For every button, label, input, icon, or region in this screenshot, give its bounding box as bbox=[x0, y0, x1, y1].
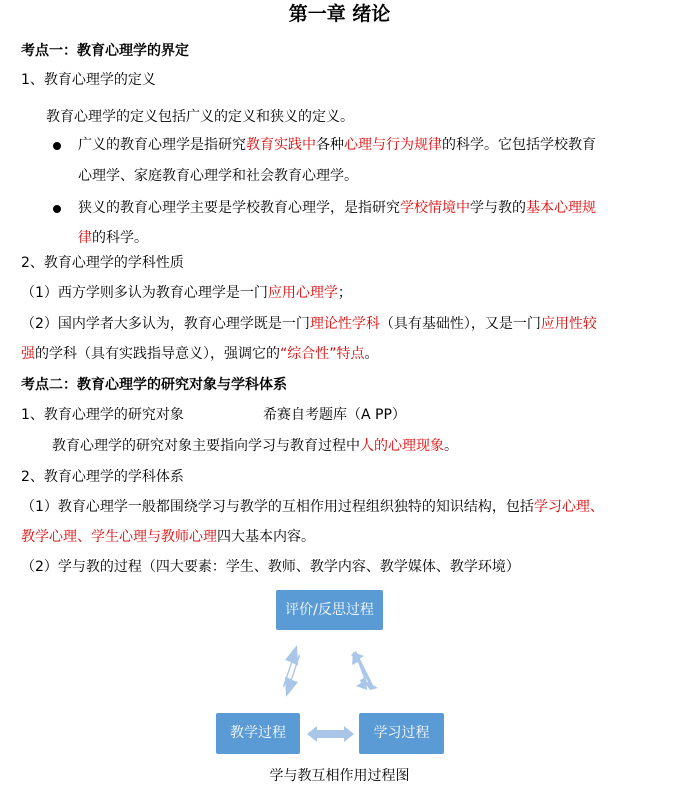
highlight-span: 强 bbox=[21, 346, 35, 362]
point2-s2-title: 2、教育心理学的学科体系 bbox=[21, 469, 184, 485]
text-span: （1）教育心理学一般都围绕学习与教学的互相作用过程组织独特的知识结构，包括 bbox=[21, 499, 534, 515]
highlight-span: 教育实践中 bbox=[246, 137, 316, 153]
point1-s1-intro: 教育心理学的定义包括广义的定义和狭义的定义。 bbox=[46, 109, 354, 125]
highlight-span: 心理与行为规律 bbox=[344, 137, 442, 153]
highlight-span: 学校情境中 bbox=[400, 200, 470, 216]
bullet1-line2: 心理学、家庭教育心理学和社会教育心理学。 bbox=[78, 168, 358, 184]
text-span: 广义的教育心理学是指研究 bbox=[78, 137, 246, 153]
double-arrow-icon bbox=[307, 726, 354, 742]
text-span: （具有基础性），又是一门 bbox=[379, 316, 541, 332]
point1-heading: 考点一：教育心理学的界定 bbox=[21, 43, 189, 59]
text-span: （1）西方学则多认为教育心理学是一门 bbox=[21, 285, 268, 301]
diagram-box-evaluation: 评价/反思过程 bbox=[276, 590, 383, 630]
text-span: ； bbox=[337, 285, 352, 301]
text-span: 的学科（具有实践指导意义），强调它的 bbox=[35, 346, 280, 362]
text-span: （2）国内学者大多认为，教育心理学既是一门 bbox=[21, 316, 310, 332]
text-span: 狭义的教育心理学主要是学校教育心理学，是指研究 bbox=[78, 200, 400, 216]
highlight-span: 人的心理现象 bbox=[360, 438, 444, 454]
point2-p2: （2）学与教的过程（四大要素：学生、教师、教学内容、教学媒体、教学环境） bbox=[21, 559, 520, 575]
diagram-box-learning: 学习过程 bbox=[359, 713, 444, 754]
double-arrow-icon bbox=[351, 651, 378, 690]
text-span: 学与教的 bbox=[470, 200, 526, 216]
double-arrow-icon bbox=[283, 645, 300, 697]
highlight-span: 学习心理、 bbox=[533, 499, 604, 515]
text-span: 四大基本内容。 bbox=[217, 529, 315, 545]
text-span: 各种 bbox=[316, 137, 344, 153]
highlight-span: 理论性学科 bbox=[309, 316, 380, 332]
highlight-span: 律 bbox=[78, 230, 92, 246]
text-span: 。 bbox=[364, 346, 379, 362]
text-span: 。 bbox=[444, 438, 458, 454]
point2-heading: 考点二：教育心理学的研究对象与学科体系 bbox=[21, 377, 287, 393]
page-title: 第一章 绪论 bbox=[288, 3, 391, 25]
text-span: 教育心理学的研究对象主要指向学习与教育过程中 bbox=[52, 438, 360, 454]
watermark-text: 希赛自考题库（A PP） bbox=[263, 407, 406, 423]
highlight-span: 教学心理、学生心理与教师心理 bbox=[21, 529, 217, 545]
highlight-span: 应用性较 bbox=[540, 316, 597, 332]
highlight-span: “综合性”特点 bbox=[280, 346, 365, 362]
text-span: 的科学。 bbox=[92, 230, 148, 246]
diagram-box-teaching: 教学过程 bbox=[216, 713, 300, 754]
diagram-caption: 学与教互相作用过程图 bbox=[269, 768, 410, 784]
text-span: 的科学。它包括学校教育 bbox=[442, 137, 596, 153]
point1-s2-title: 2、教育心理学的学科性质 bbox=[21, 255, 184, 271]
highlight-span: 基本心理规 bbox=[526, 200, 596, 216]
point2-s1-title: 1、教育心理学的研究对象 bbox=[21, 407, 184, 423]
point1-s1-title: 1、教育心理学的定义 bbox=[21, 72, 156, 88]
highlight-span: 应用心理学 bbox=[267, 285, 338, 301]
